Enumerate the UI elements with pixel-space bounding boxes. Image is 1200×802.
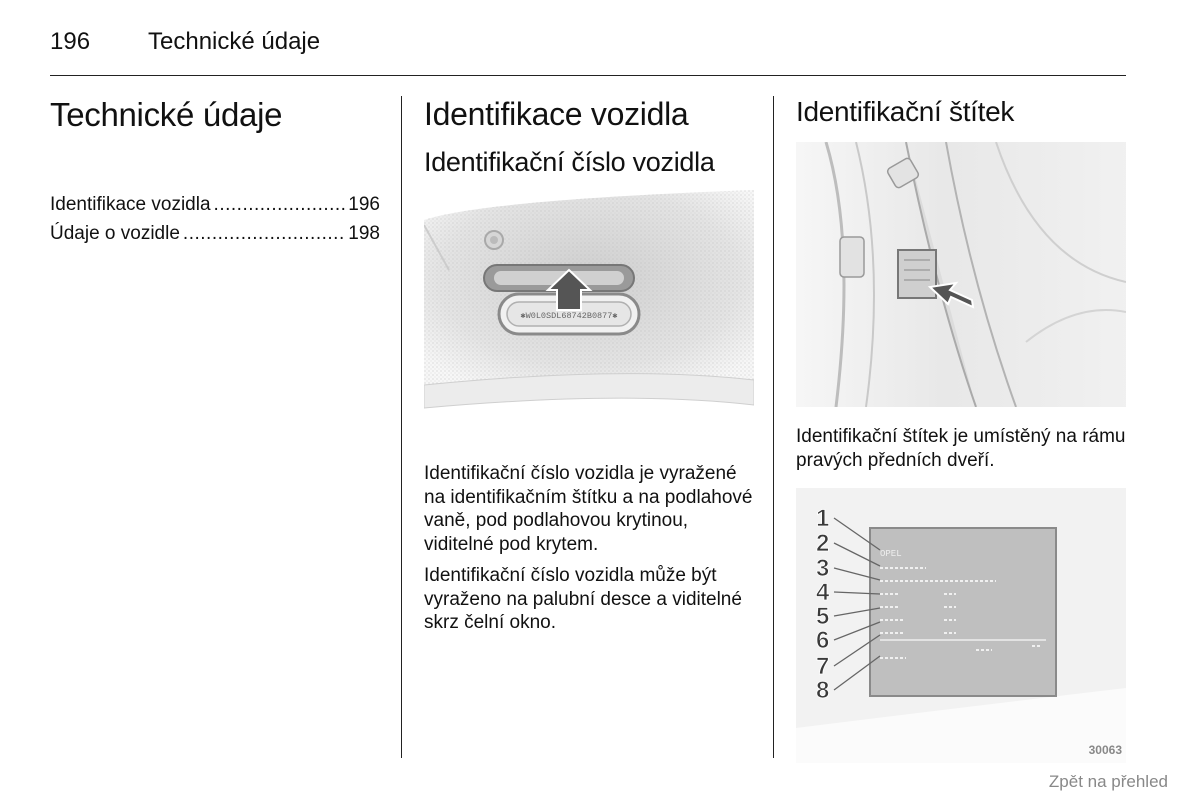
toc-entry-label: Identifikace vozidla [50, 194, 211, 215]
label-number-6: 6 [816, 627, 830, 654]
vin-paragraph-1: Identifikační číslo vozidla je vyražené na identifikačním štítku a na podlahové vaně, pod podlahovou krytinou, viditelné pod krytem. [424, 463, 753, 555]
vin-paragraph-2: Identifikační číslo vozidla může být vyraženo na palubní desce a viditelné skrz čelní okno. [424, 565, 742, 633]
table-of-contents [50, 190, 380, 248]
plate-brand: OPEL [880, 549, 902, 559]
page-number: 196 [50, 28, 91, 55]
floor-pan-illustration [424, 190, 754, 452]
header-title: Technické údaje [148, 28, 321, 55]
identification-plate-column [796, 96, 1126, 763]
toc-entry-udaje[interactable] [50, 219, 380, 248]
page-header [50, 24, 1126, 64]
chapter-column [50, 96, 380, 248]
label-number-2: 2 [816, 530, 830, 557]
vin-plate-text: ✱W0L0SDL68742B0877✱ [520, 311, 618, 321]
label-number-7: 7 [816, 653, 830, 680]
figure-number: 30063 [1088, 743, 1122, 757]
label-number-8: 8 [816, 677, 830, 704]
toc-entry-label: Údaje o vozidle [50, 223, 180, 244]
plate-paragraph: Identifikační štítek je umístěný na rámu pravých předních dveří. [796, 426, 1126, 471]
plate-detail-figure [796, 488, 1126, 763]
label-number-3: 3 [816, 555, 830, 582]
section-title: Identifikace vozidla [424, 96, 689, 132]
label-number-1: 1 [816, 505, 830, 532]
column-divider-2 [773, 96, 774, 758]
toc-leader-dots [183, 219, 345, 248]
column-divider-1 [401, 96, 402, 758]
label-number-4: 4 [816, 579, 830, 606]
vin-location-figure [424, 190, 754, 452]
header-divider [50, 75, 1126, 76]
toc-leader-dots [214, 190, 346, 219]
label-number-5: 5 [816, 603, 830, 630]
toc-entry-page: 198 [348, 223, 380, 244]
back-to-overview-link[interactable]: Zpět na přehled [1048, 772, 1168, 791]
toc-entry-identifikace[interactable] [50, 190, 380, 219]
door-frame-illustration [796, 142, 1126, 407]
plate-detail-illustration [796, 488, 1126, 763]
vehicle-identification-column [424, 96, 754, 635]
toc-entry-page: 196 [348, 194, 380, 215]
plate-location-marker [898, 250, 936, 298]
subsection-title: Identifikační číslo vozidla [424, 147, 715, 177]
chapter-title: Technické údaje [50, 96, 283, 133]
section-title: Identifikační štítek [796, 96, 1015, 127]
plate-location-figure [796, 142, 1126, 407]
